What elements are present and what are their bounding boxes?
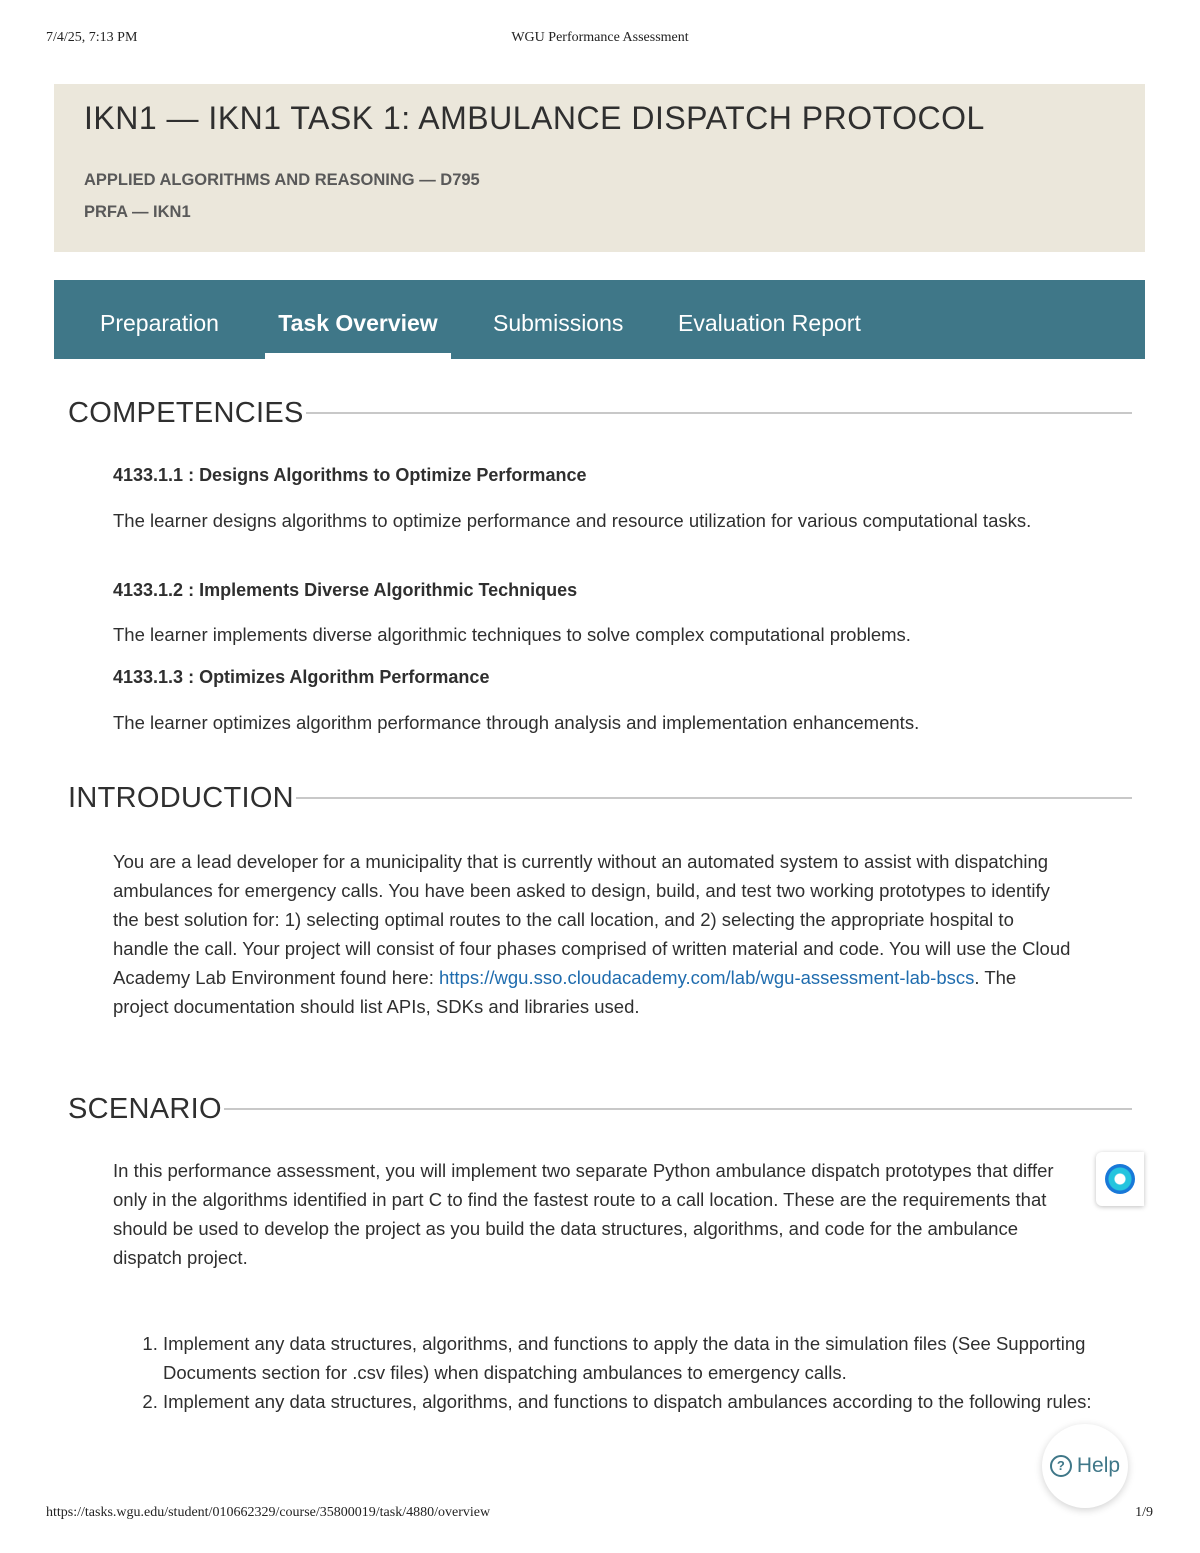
introduction-heading <box>68 778 1132 818</box>
section-divider <box>296 797 1132 799</box>
section-divider <box>224 1108 1132 1110</box>
tab-label: Task Overview <box>278 310 438 336</box>
print-page-number: 1/9 <box>1135 1505 1153 1520</box>
scenario-heading <box>68 1089 1132 1129</box>
question-circle-icon: ? <box>1050 1455 1072 1477</box>
print-footer <box>0 1505 1200 1525</box>
section-title: SCENARIO <box>68 1092 222 1125</box>
print-url: https://tasks.wgu.edu/student/010662329/course/35800019/task/4880/overview <box>46 1505 491 1520</box>
tab-label: Preparation <box>100 310 219 336</box>
intro-text-end: . The project documentation should list APIs, SDKs and libraries used. <box>113 967 1017 1017</box>
assistant-button[interactable] <box>1096 1152 1144 1206</box>
help-button[interactable] <box>1042 1424 1128 1508</box>
tab-preparation[interactable] <box>100 280 219 359</box>
print-datetime: 7/4/25, 7:13 PM <box>46 30 138 45</box>
scenario-text: In this performance assessment, you will implement two separate Python ambulance dispatch prototypes that differ only in the algorithms identified in part C to find the fastest route to a call location. These are the requirements that should be used to develop the project as you build the data structures, algorithms, and code for the ambulance dispatch project. <box>113 1160 1054 1268</box>
lab-environment-link[interactable]: https://wgu.sso.cloudacademy.com/lab/wgu-assessment-lab-bscs <box>439 967 975 988</box>
active-tab-indicator <box>265 353 451 359</box>
competency-title: 4133.1.1 : Designs Algorithms to Optimize Performance <box>113 465 587 485</box>
help-label: Help <box>1076 1454 1121 1477</box>
print-page-title: WGU Performance Assessment <box>511 30 689 45</box>
course-name: APPLIED ALGORITHMS AND REASONING — D795 <box>84 171 480 189</box>
task-tabs <box>54 280 1145 359</box>
assistant-orb-icon <box>1105 1164 1135 1194</box>
list-item: 1. Implement any data structures, algorithms, and functions to apply the data in the simulation files (See Supporting Documents section for .csv files) when dispatching ambulances to emergency calls. <box>163 1329 1113 1387</box>
tab-label: Submissions <box>493 310 624 336</box>
section-title: INTRODUCTION <box>68 781 294 814</box>
tab-task-overview[interactable] <box>265 280 451 359</box>
competency-description: The learner implements diverse algorithmic techniques to solve complex computational problems. <box>113 624 911 645</box>
competencies-heading <box>68 393 1132 433</box>
introduction-text <box>113 847 1073 1021</box>
competency-title: 4133.1.2 : Implements Diverse Algorithmic Techniques <box>113 580 578 600</box>
list-item: 2. Implement any data structures, algorithms, and functions to dispatch ambulances according to the following rules: <box>163 1387 1113 1416</box>
print-header <box>0 30 1200 50</box>
competency-title: 4133.1.3 : Optimizes Algorithm Performance <box>113 667 490 687</box>
tab-label: Evaluation Report <box>678 310 861 336</box>
competency-description: The learner designs algorithms to optimize performance and resource utilization for various computational tasks. <box>113 510 1032 531</box>
section-title: COMPETENCIES <box>68 396 304 429</box>
tab-evaluation-report[interactable] <box>678 280 861 359</box>
page-title: IKN1 — IKN1 TASK 1: AMBULANCE DISPATCH PROTOCOL <box>84 100 985 136</box>
tab-submissions[interactable] <box>493 280 623 359</box>
task-title-box <box>54 84 1145 252</box>
intro-text-start: You are a lead developer for a municipality that is currently without an automated system to assist with dispatching ambulances for emergency calls. You have been asked to design, build, and test two working prototypes to identify the best solution for: 1) selecting optimal routes to the call location, and 2) selecting the appropriate hospital to handle the call. Your project will consist of four phases comprised of written material and code. You will use the Cloud Academy Lab Environment found here: <box>113 851 1071 988</box>
section-divider <box>306 412 1132 414</box>
requirements-list <box>113 1329 1113 1416</box>
assessment-code: PRFA — IKN1 <box>84 203 191 221</box>
competency-description: The learner optimizes algorithm performance through analysis and implementation enhancements. <box>113 712 920 733</box>
